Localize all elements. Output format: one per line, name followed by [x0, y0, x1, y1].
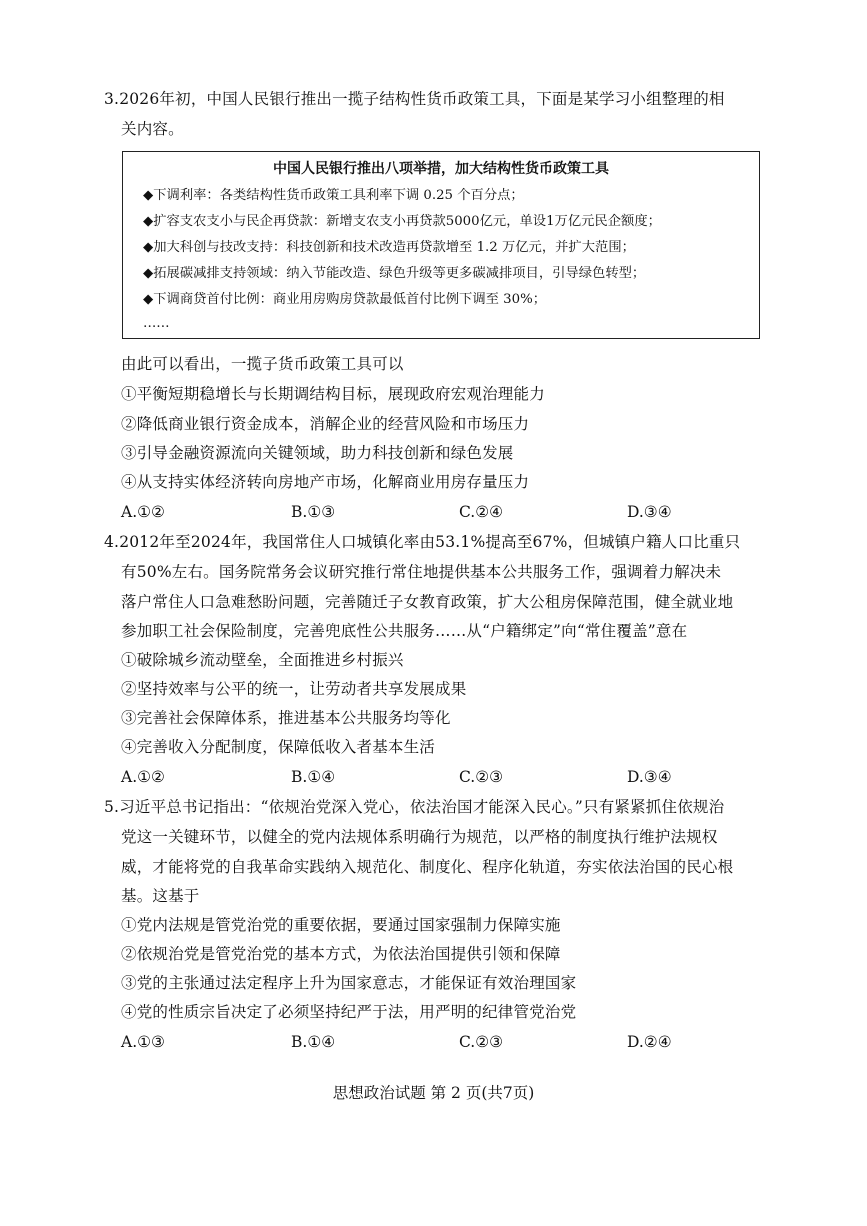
- q3-box-item: ◆下调商贷首付比例：商业用房购房贷款最低首付比例下调至 30%；: [143, 292, 547, 307]
- q3-stem-line-1: 3.2026年初，中国人民银行推出一揽子结构性货币政策工具，下面是某学习小组整理的相: [104, 90, 725, 108]
- q4-stem-line-3: 落户常住人口急难愁盼问题，完善随迁子女教育政策，扩大公租房保障范围，健全就业地: [121, 593, 734, 611]
- q3-option-4: ④从支持实体经济转向房地产市场，化解商业用房存量压力: [121, 473, 530, 491]
- q5-choices: [121, 1027, 741, 1057]
- q3-box-title: 中国人民银行推出八项举措，加大结构性货币政策工具: [273, 161, 609, 177]
- q3-choice-b[interactable]: B.①③: [291, 503, 336, 521]
- q4-choice-b[interactable]: B.①④: [291, 768, 336, 786]
- q4-option-2: ②坚持效率与公平的统一，让劳动者共享发展成果: [121, 680, 467, 698]
- q4-choices: [121, 762, 741, 792]
- q5-choice-d[interactable]: D.②④: [627, 1033, 672, 1051]
- q3-choice-a[interactable]: A.①②: [121, 503, 165, 521]
- q4-stem-line-1: 4.2012年至2024年，我国常住人口城镇化率由53.1%提高至67%，但城镇户籍人口比重只: [104, 533, 741, 551]
- q5-stem-line-4: 基。这基于: [121, 887, 200, 905]
- page-footer: 思想政治试题 第 2 页(共7页): [332, 1084, 535, 1102]
- q3-choice-c[interactable]: C.②④: [459, 503, 504, 521]
- q3-box-item: ◆扩容支农支小与民企再贷款：新增支农支小再贷款5000亿元，单设1万亿元民企额度；: [143, 214, 661, 229]
- q3-choices: [121, 497, 741, 527]
- q5-stem-line-3: 威，才能将党的自我革命实践纳入规范化、制度化、程序化轨道，夯实依法治国的民心根: [121, 858, 734, 876]
- q5-stem-line-2: 党这一关键环节，以健全的党内法规体系明确行为规范，以严格的制度执行维护法规权: [121, 828, 718, 846]
- q3-box-ellipsis: ……: [143, 316, 170, 331]
- q4-stem-line-4: 参加职工社会保险制度，完善兜底性公共服务……从“户籍绑定”向“常住覆盖”意在: [121, 622, 688, 640]
- q5-choice-c[interactable]: C.②③: [459, 1033, 504, 1051]
- q4-choice-d[interactable]: D.③④: [627, 768, 672, 786]
- q4-option-3: ③完善社会保障体系，推进基本公共服务均等化: [121, 709, 451, 727]
- q3-box-item: ◆下调利率：各类结构性货币政策工具利率下调 0.25 个百分点；: [143, 188, 524, 203]
- q5-choice-a[interactable]: A.①③: [121, 1033, 165, 1051]
- q3-box-item: ◆拓展碳减排支持领域：纳入节能改造、绿色升级等更多碳减排项目，引导绿色转型；: [143, 266, 646, 281]
- q5-choice-b[interactable]: B.①④: [291, 1033, 336, 1051]
- q3-box-item: ◆加大科创与技改支持：科技创新和技术改造再贷款增至 1.2 万亿元，并扩大范围；: [143, 240, 635, 255]
- q4-stem-line-2: 有50%左右。国务院常务会议研究推行常住地提供基本公共服务工作，强调着力解决未: [121, 563, 722, 581]
- q3-choice-d[interactable]: D.③④: [627, 503, 672, 521]
- q3-option-2: ②降低商业银行资金成本，消解企业的经营风险和市场压力: [121, 415, 530, 433]
- q5-option-2: ②依规治党是管党治党的基本方式，为依法治国提供引领和保障: [121, 945, 561, 963]
- q5-option-4: ④党的性质宗旨决定了必须坚持纪严于法，用严明的纪律管党治党: [121, 1003, 577, 1021]
- q3-question: 由此可以看出，一揽子货币政策工具可以: [121, 355, 404, 373]
- q3-option-3: ③引导金融资源流向关键领域，助力科技创新和绿色发展: [121, 444, 514, 462]
- q3-info-box: [122, 151, 760, 339]
- q5-option-1: ①党内法规是管党治党的重要依据，要通过国家强制力保障实施: [121, 916, 561, 934]
- q4-option-1: ①破除城乡流动壁垒，全面推进乡村振兴: [121, 651, 404, 669]
- q3-stem-line-2: 关内容。: [121, 120, 184, 138]
- q3-option-1: ①平衡短期稳增长与长期调结构目标，展现政府宏观治理能力: [121, 385, 545, 403]
- q4-choice-c[interactable]: C.②③: [459, 768, 504, 786]
- q5-option-3: ③党的主张通过法定程序上升为国家意志，才能保证有效治理国家: [121, 974, 577, 992]
- q5-stem-line-1: 5.习近平总书记指出：“依规治党深入党心，依法治国才能深入民心。”只有紧紧抓住依规治: [104, 798, 725, 816]
- q4-option-4: ④完善收入分配制度，保障低收入者基本生活: [121, 738, 436, 756]
- q4-choice-a[interactable]: A.①②: [121, 768, 165, 786]
